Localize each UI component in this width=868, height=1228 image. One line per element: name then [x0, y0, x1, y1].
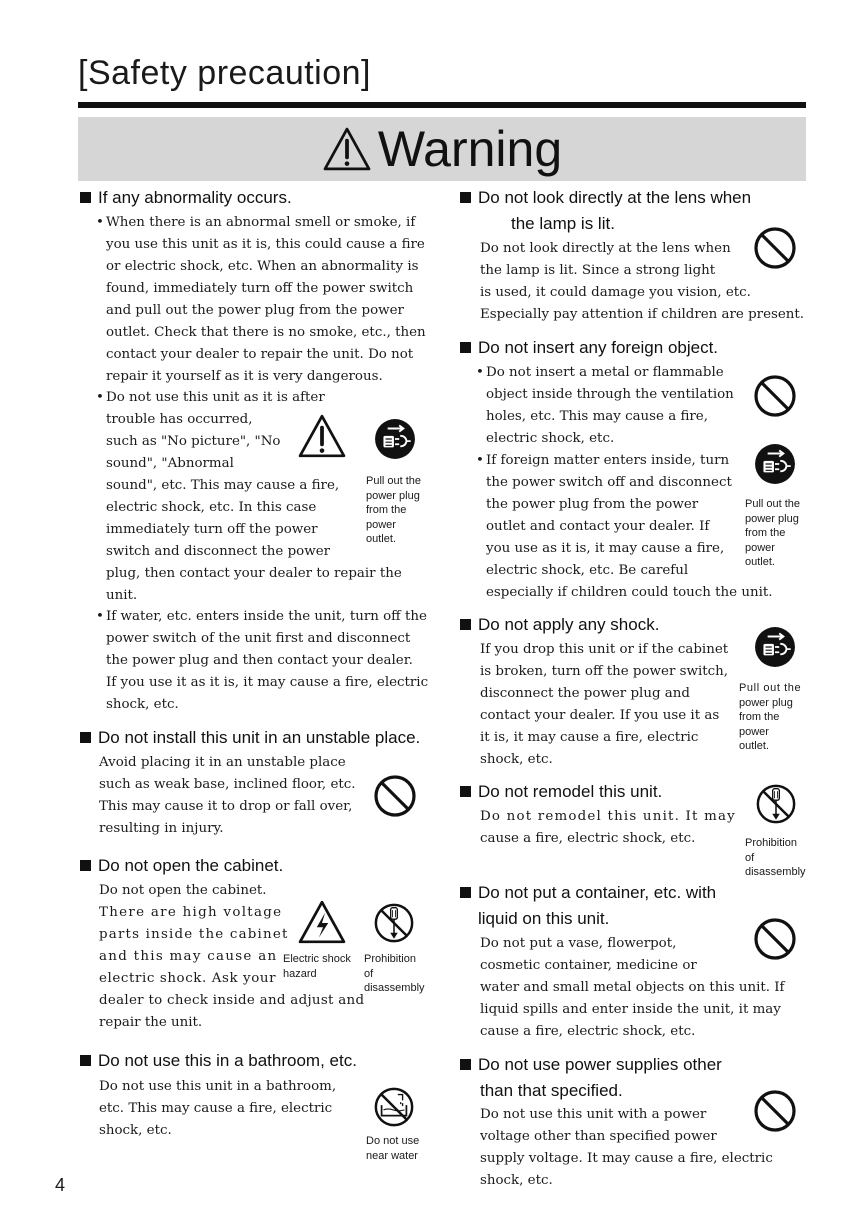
section-heading-text: If any abnormality occurs.	[98, 188, 292, 207]
text-line: shock, etc.	[106, 697, 179, 712]
text-line: the lamp is lit. Since a strong light	[480, 263, 716, 278]
text-line: disconnect the power plug and	[480, 686, 690, 701]
text-line: outlet. Check that there is no smoke, etc., then	[106, 325, 426, 340]
caption-line: Prohibition	[364, 953, 416, 965]
text-line: power switch of the unit first and disconnect	[106, 631, 411, 646]
section-heading-text: Do not remodel this unit.	[478, 782, 663, 801]
text-line: • When there is an abnormal smell or smoke, if	[106, 212, 415, 234]
text-line: the power plug from the power	[486, 497, 699, 512]
text-line: Do not look directly at the lens when	[480, 241, 731, 256]
disassembly-caption	[364, 952, 425, 996]
caption-line: from the	[745, 527, 786, 539]
title-rule	[78, 102, 806, 108]
caption-line: of	[364, 967, 374, 980]
unplug-caption	[366, 474, 421, 547]
prohibition-icon	[753, 1089, 797, 1133]
text-line: contact your dealer to repair the unit. Do not	[106, 347, 414, 362]
section-heading-container-line2: liquid on this unit.	[478, 909, 610, 928]
unplug-icon	[754, 443, 796, 485]
section-heading-abnormality	[80, 185, 292, 211]
text-line: you use this unit as it is, this could cause a fire	[106, 237, 425, 252]
text-line: If you use it as it is, it may cause a fire, electric	[106, 675, 429, 690]
caption-line: Pull out the	[366, 475, 422, 487]
warning-banner	[78, 117, 806, 181]
text-line: etc. This may cause a fire, electric	[99, 1101, 333, 1116]
prohibition-icon	[373, 774, 417, 818]
caption-line: Pull out the	[739, 682, 802, 694]
text-line: such as "No picture", "No	[106, 434, 281, 449]
text-line: shock, etc.	[480, 1173, 553, 1188]
text-line: supply voltage. It may cause a fire, electric	[480, 1151, 773, 1166]
text-line: contact your dealer. If you use it as	[480, 708, 720, 723]
section-heading-power-line2: than that specified.	[480, 1081, 623, 1100]
water-caption	[366, 1134, 419, 1163]
text-line: Especially pay attention if children are present.	[480, 307, 805, 322]
section-bullet	[460, 786, 471, 797]
no-water-icon	[373, 1086, 415, 1128]
text-line: electric shock, etc.	[486, 431, 615, 446]
section-heading-lens	[460, 185, 751, 211]
text-line: sound", etc. This may cause a fire,	[106, 478, 340, 493]
section-bullet	[80, 860, 91, 871]
caption-line: outlet.	[366, 533, 396, 545]
text-line: switch and disconnect the power	[106, 544, 331, 559]
page-number: 4	[55, 1175, 66, 1195]
section-heading-unstable	[80, 725, 420, 751]
text-line: electric shock. Ask your	[99, 971, 277, 986]
section-heading-power	[460, 1052, 722, 1078]
text-line: and this may cause an	[99, 949, 278, 964]
shock-caption	[283, 952, 351, 981]
caption-line: Electric shock	[283, 953, 351, 965]
section-heading-text: Do not put a container, etc. with	[478, 883, 717, 902]
warning-triangle-icon	[322, 127, 372, 171]
text-line: it is, it may cause a fire, electric	[480, 730, 699, 745]
text-line: • Do not insert a metal or flammable	[486, 362, 724, 384]
text-line: voltage other than specified power	[480, 1129, 717, 1144]
disassembly-caption	[745, 836, 806, 880]
page-title: [Safety precaution]	[78, 54, 372, 92]
section-bullet	[460, 619, 471, 630]
caption-line: power plug	[739, 696, 793, 709]
section-heading-lens-line2: the lamp is lit.	[511, 214, 615, 233]
prohibition-icon	[753, 226, 797, 270]
caption-line: Do not use	[366, 1135, 420, 1147]
text-line: repair the unit.	[99, 1015, 203, 1030]
text-line: immediately turn off the power	[106, 522, 318, 537]
text-line: shock, etc.	[480, 752, 553, 767]
caption-line: near water	[366, 1149, 418, 1162]
text-line: repair it yourself as it is very dangerous.	[106, 369, 383, 384]
text-line: is broken, turn off the power switch,	[480, 664, 728, 679]
prohibition-icon	[753, 917, 797, 961]
section-heading-foreign	[460, 335, 718, 361]
caption-line: disassembly	[364, 982, 425, 994]
section-heading-text: Do not use power supplies other	[478, 1055, 722, 1074]
disassembly-prohibited-icon	[373, 902, 415, 944]
unplug-caption	[739, 681, 801, 754]
unplug-icon	[754, 626, 796, 668]
section-heading-shock	[460, 612, 659, 638]
section-bullet	[80, 732, 91, 743]
caption-line: from the	[739, 711, 780, 723]
section-bullet	[80, 192, 91, 203]
section-heading-text: Do not use this in a bathroom, etc.	[98, 1051, 357, 1070]
text-line: This may cause it to drop or fall over,	[99, 799, 353, 814]
text-line: is used, it could damage you vision, etc.	[480, 285, 751, 300]
text-line: Do not put a vase, flowerpot,	[480, 936, 677, 951]
text-line: • Do not use this unit as it is after	[106, 387, 325, 409]
text-line: water and small metal objects on this unit. If	[480, 980, 785, 995]
section-heading-remodel	[460, 779, 662, 805]
text-line: • If water, etc. enters inside the unit, turn off the	[106, 606, 427, 628]
section-heading-text: Do not look directly at the lens when	[478, 188, 752, 207]
text-line: found, immediately turn off the power switch	[106, 281, 414, 296]
text-line: Do not use this unit in a bathroom,	[99, 1079, 337, 1094]
section-bullet	[460, 342, 471, 353]
text-line: trouble has occurred,	[106, 412, 253, 427]
text-line: holes, etc. This may cause a fire,	[486, 409, 708, 424]
text-line: Do not open the cabinet.	[99, 883, 267, 898]
section-heading-text: Do not install this unit in an unstable place.	[98, 728, 421, 747]
section-bullet	[80, 1055, 91, 1066]
caution-icon	[298, 414, 346, 458]
caption-line: power	[745, 541, 775, 554]
caption-line: power plug	[745, 512, 799, 525]
text-line: dealer to check inside and adjust and	[99, 993, 365, 1008]
text-line: cause a fire, electric shock, etc.	[480, 831, 696, 846]
text-line: the power switch off and disconnect	[486, 475, 732, 490]
caption-line: power plug	[366, 489, 420, 502]
section-heading-cabinet	[80, 853, 283, 879]
text-line: shock, etc.	[99, 1123, 172, 1138]
caption-line: of	[745, 851, 755, 864]
text-line: If you drop this unit or if the cabinet	[480, 642, 729, 657]
caption-line: outlet.	[745, 556, 775, 568]
electric-shock-icon	[298, 900, 346, 944]
text-line: Do not remodel this unit. It may	[480, 809, 736, 824]
warning-title: Warning	[377, 121, 563, 177]
text-line: resulting in injury.	[99, 821, 224, 836]
section-bullet	[460, 1059, 471, 1070]
text-line: especially if children could touch the unit.	[486, 585, 773, 600]
text-line: such as weak base, inclined floor, etc.	[99, 777, 356, 792]
caption-line: power	[366, 518, 396, 531]
text-line: Do not use this unit with a power	[480, 1107, 707, 1122]
section-heading-text: Do not apply any shock.	[478, 615, 660, 634]
caption-line: outlet.	[739, 740, 769, 752]
disassembly-prohibited-icon	[755, 783, 797, 825]
section-bullet	[460, 192, 471, 203]
text-line: outlet and contact your dealer. If	[486, 519, 710, 534]
caption-line: from the	[366, 504, 407, 516]
text-line: or electric shock, etc. When an abnormality is	[106, 259, 419, 274]
text-line: electric shock, etc. Be careful	[486, 563, 689, 578]
text-line: parts inside the cabinet	[99, 927, 289, 942]
section-heading-container	[460, 880, 716, 906]
text-line: and pull out the power plug from the power	[106, 303, 404, 318]
section-bullet	[460, 887, 471, 898]
text-line: sound", "Abnormal	[106, 456, 234, 471]
text-line: the power plug and then contact your dealer.	[106, 653, 413, 668]
section-heading-bathroom	[80, 1048, 357, 1074]
text-line: • If foreign matter enters inside, turn	[486, 450, 729, 472]
text-line: you use as it is, it may cause a fire,	[486, 541, 725, 556]
text-line: plug, then contact your dealer to repair the	[106, 566, 402, 581]
text-line: There are high voltage	[99, 905, 283, 920]
section-heading-text: Do not insert any foreign object.	[478, 338, 719, 357]
caption-line: Prohibition	[745, 837, 797, 849]
prohibition-icon	[753, 374, 797, 418]
text-line: cosmetic container, medicine or	[480, 958, 697, 973]
text-line: Avoid placing it in an unstable place	[99, 755, 346, 770]
unplug-icon	[374, 418, 416, 460]
caption-line: power	[739, 725, 769, 738]
text-line: unit.	[106, 588, 138, 603]
unplug-caption	[745, 497, 800, 570]
caption-line: disassembly	[745, 866, 806, 878]
section-heading-text: Do not open the cabinet.	[98, 856, 284, 875]
text-line: object inside through the ventilation	[486, 387, 734, 402]
text-line: electric shock, etc. In this case	[106, 500, 317, 515]
caption-line: hazard	[283, 967, 317, 980]
caption-line: Pull out the	[745, 498, 801, 510]
text-line: cause a fire, electric shock, etc.	[480, 1024, 696, 1039]
text-line: liquid spills and enter inside the unit, it may	[480, 1002, 781, 1017]
